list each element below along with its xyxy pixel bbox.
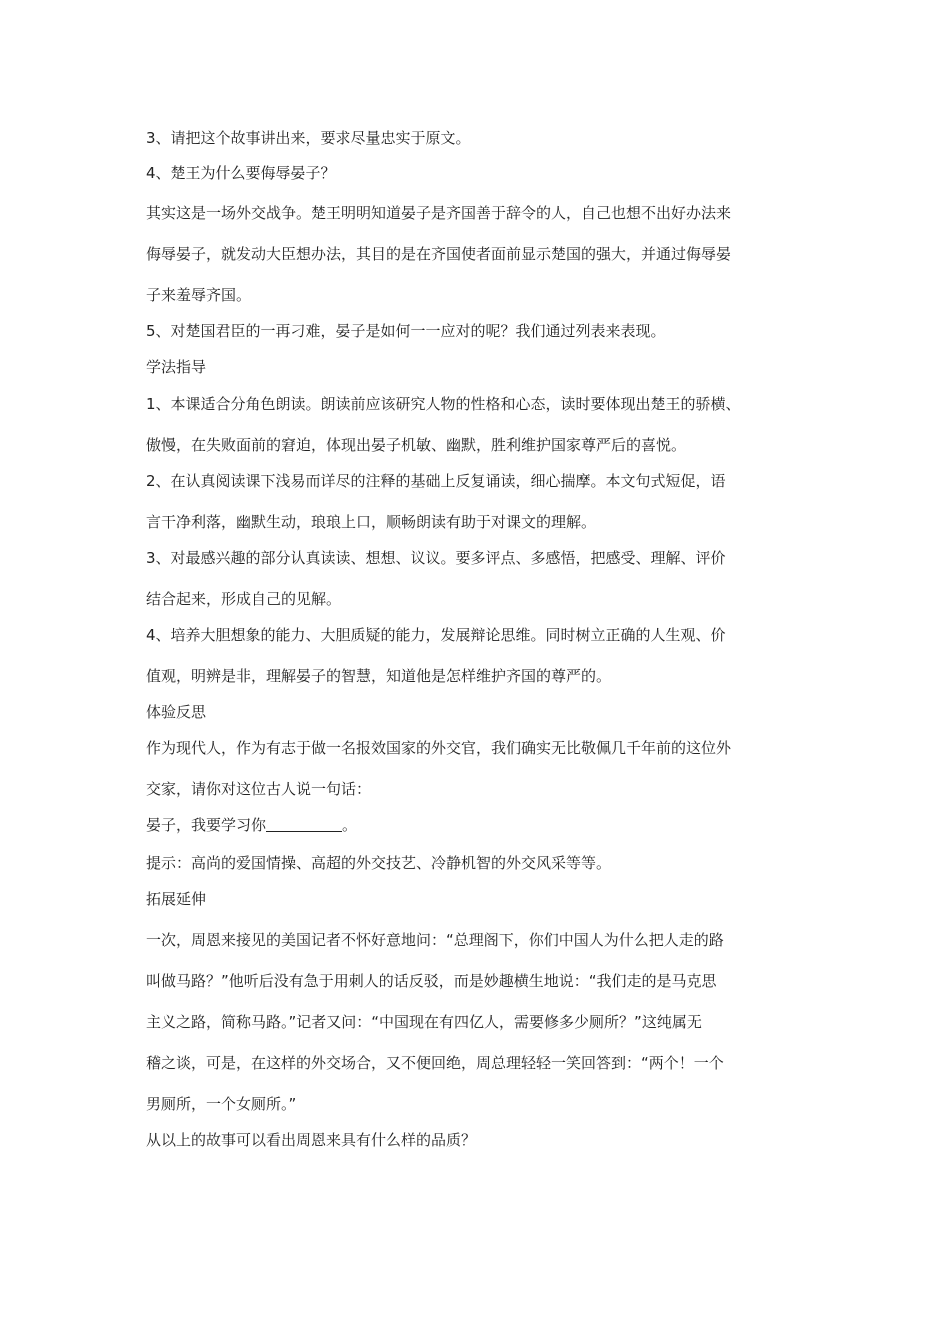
paragraph-line: 傲慢，在失败面前的窘迫，体现出晏子机敏、幽默，胜利维护国家尊严后的喜悦。 <box>146 436 687 454</box>
fill-in-prefix: 晏子，我要学习你 <box>146 816 267 834</box>
fill-in-blank[interactable] <box>266 815 342 832</box>
paragraph-line: 言干净利落，幽默生动，琅琅上口，顺畅朗读有助于对课文的理解。 <box>146 513 597 531</box>
paragraph-line: 一次，周恩来接见的美国记者不怀好意地问：“总理阁下，你们中国人为什么把人走的路 <box>146 931 724 949</box>
paragraph-line: 交家，请你对这位古人说一句话： <box>146 780 372 798</box>
paragraph-line: 侮辱晏子，就发动大臣想办法，其目的是在齐国使者面前显示楚国的强大，并通过侮辱晏 <box>146 245 732 263</box>
paragraph-line: 4、楚王为什么要侮辱晏子？ <box>146 164 336 182</box>
section-heading: 学法指导 <box>146 358 207 376</box>
paragraph-line: 4、培养大胆想象的能力、大胆质疑的能力，发展辩论思维。同时树立正确的人生观、价 <box>146 626 726 644</box>
paragraph-line: 作为现代人，作为有志于做一名报效国家的外交官，我们确实无比敬佩几千年前的这位外 <box>146 739 732 757</box>
paragraph-line: 2、在认真阅读课下浅易而详尽的注释的基础上反复诵读，细心揣摩。本文句式短促，语 <box>146 472 726 490</box>
section-heading: 体验反思 <box>146 703 207 721</box>
paragraph-line: 稽之谈，可是，在这样的外交场合，又不便回绝，周总理轻轻一笑回答到：“两个！一个 <box>146 1054 724 1072</box>
paragraph-line: 主义之路，简称马路。”记者又问：“中国现在有四亿人，需要修多少厕所？”这纯属无 <box>146 1013 702 1031</box>
paragraph-line: 1、本课适合分角色朗读。朗读前应该研究人物的性格和心态，读时要体现出楚王的骄横、 <box>146 395 741 413</box>
paragraph-line: 3、请把这个故事讲出来，要求尽量忠实于原文。 <box>146 129 471 147</box>
paragraph-line: 叫做马路？”他听后没有急于用刺人的话反驳，而是妙趣横生地说：“我们走的是马克思 <box>146 972 717 990</box>
fill-in-line <box>146 814 806 836</box>
paragraph-line: 5、对楚国君臣的一再刁难，晏子是如何一一应对的呢？我们通过列表来表现。 <box>146 322 666 340</box>
paragraph-line: 值观，明辨是非，理解晏子的智慧，知道他是怎样维护齐国的尊严的。 <box>146 667 612 685</box>
paragraph-line: 其实这是一场外交战争。楚王明明知道晏子是齐国善于辞令的人，自己也想不出好办法来 <box>146 204 732 222</box>
paragraph-line: 3、对最感兴趣的部分认真读读、想想、议议。要多评点、多感悟，把感受、理解、评价 <box>146 549 726 567</box>
paragraph-line: 提示：高尚的爱国情操、高超的外交技艺、冷静机智的外交风采等等。 <box>146 854 612 872</box>
paragraph-line: 结合起来，形成自己的见解。 <box>146 590 342 608</box>
paragraph-line: 子来羞辱齐国。 <box>146 286 252 304</box>
section-heading: 拓展延伸 <box>146 890 207 908</box>
paragraph-line: 男厕所，一个女厕所。” <box>146 1095 297 1113</box>
paragraph-line: 从以上的故事可以看出周恩来具有什么样的品质？ <box>146 1131 477 1149</box>
fill-in-suffix: 。 <box>342 816 358 834</box>
